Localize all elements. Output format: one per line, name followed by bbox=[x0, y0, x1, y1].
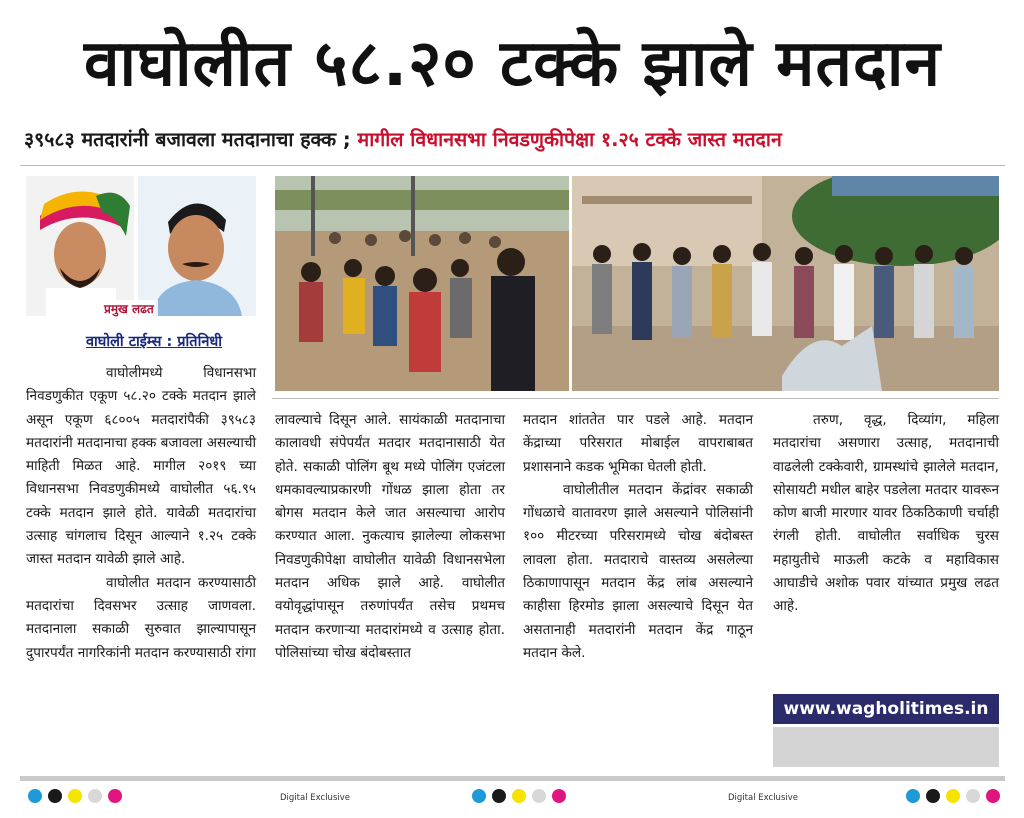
bottom-bar bbox=[20, 776, 1005, 781]
color-registration-dots-left bbox=[28, 789, 122, 805]
yellow-dot bbox=[946, 789, 960, 803]
article-column-1 bbox=[26, 362, 256, 665]
article-column-3 bbox=[523, 409, 753, 665]
article-paragraph: वाघोलीमध्ये विधानसभा निवडणुकीत एकूण ५८.२० टक्के मतदान झाले असून एकूण ६८००५ मतदारांपैकी ३९५८३ मतदारांनी मतदानाचा हक्क बजावला असल्याची माहिती मिळत आहे. मागील २०१९ च्या विधानसभा निवडणुकीमध्ये वाघोलीत ५६.९५ टक्के मतदान झाले होते. यावेळी मतदारांचा उत्साह चांगलाच दिसून आल्याने १.२५ टक्के जास्त मतदान यावेळी झाले आहे. bbox=[26, 365, 256, 568]
cyan-dot bbox=[472, 789, 486, 803]
article-column-2 bbox=[275, 409, 505, 665]
digital-exclusive-label-2: Digital Exclusive bbox=[728, 793, 798, 803]
cyan-dot bbox=[906, 789, 920, 803]
subhead-part-2: मागील विधानसभा निवडणुकीपेक्षा १.२५ टक्के जास्त मतदान bbox=[357, 128, 782, 151]
article-paragraph: लावल्याचे दिसून आले. सायंकाळी मतदानाचा कालावधी संपेपर्यंत मतदार मतदानासाठी येत होते. सकाळी पोलिंग बूथ मध्ये पोलिंग एजंटला धमकावल्याप्रकारणी गोंधळ झाला होता तर बोगस मतदान केले जात असल्याचा आरोप करण्यात आला. नुकत्याच झालेल्या लोकसभा निवडणुकीपेक्षा वाघोलीत यावेळी विधानसभेला मतदान अधिक झाले आहे. वाघोलीत वयोवृद्धांपासून तरुणांपर्यंत तसेच प्रथमच मतदान करणाऱ्या मतदारांमध्ये व उत्साह होता. पोलिसांच्या चोख बंदोबस्तात bbox=[275, 412, 505, 661]
headline: वाघोलीत ५८.२० टक्के झाले मतदान bbox=[83, 27, 942, 101]
black-dot bbox=[48, 789, 62, 803]
website-link[interactable]: www.wagholitimes.in bbox=[773, 694, 999, 724]
color-registration-dots-center bbox=[472, 789, 566, 805]
subheadline bbox=[24, 124, 1004, 156]
top-rule bbox=[20, 165, 1005, 166]
magenta-dot bbox=[552, 789, 566, 803]
photo-rule bbox=[272, 398, 999, 399]
grey-box bbox=[773, 727, 999, 767]
grey-dot bbox=[532, 789, 546, 803]
candidate-portrait-1 bbox=[26, 176, 134, 316]
polling-crowd-photo-1 bbox=[275, 176, 569, 391]
magenta-dot bbox=[108, 789, 122, 803]
article-column-4 bbox=[773, 409, 999, 619]
article-paragraph: तरुण, वृद्ध, दिव्यांग, महिला मतदारांचा असणारा उत्साह, मतदानाची वाढलेली टक्केवारी, ग्रामस्थांचे झालेले मतदान, सोसायटी मधील बाहेर पडलेला मतदार यावरून कोण बाजी मारणार यावर ठिकठिकाणी चर्चाही रंगली होती. वाघोलीत सर्वाधिक चुरस महायुतीचे माऊली कटके व महाविकास आघाडीचे अशोक पवार यांच्यात प्रमुख लढत आहे. bbox=[773, 412, 999, 615]
yellow-dot bbox=[512, 789, 526, 803]
color-registration-dots-right bbox=[906, 789, 1000, 805]
byline: वाघोली टाईम्स : प्रतिनिधी bbox=[85, 334, 223, 350]
black-dot bbox=[492, 789, 506, 803]
subhead-part-1: ३९५८३ मतदारांनी बजावला मतदानाचा हक्क ; bbox=[24, 128, 358, 151]
polling-crowd-photo-2 bbox=[572, 176, 999, 391]
grey-dot bbox=[966, 789, 980, 803]
article-paragraph: वाघोलीत मतदान करण्यासाठी मतदारांचा दिवसभर उत्साह जाणवला. मतदानाला सकाळी सुरुवात झाल्यापासून दुपारपर्यंत नागरिकांनी मतदान करण्यासाठी रांगा bbox=[26, 574, 256, 661]
digital-exclusive-label-1: Digital Exclusive bbox=[280, 793, 350, 803]
candidate-portrait-2 bbox=[138, 176, 256, 316]
cyan-dot bbox=[28, 789, 42, 803]
yellow-dot bbox=[68, 789, 82, 803]
black-dot bbox=[926, 789, 940, 803]
photo-caption: प्रमुख लढत bbox=[100, 300, 158, 317]
article-paragraph: वाघोलीतील मतदान केंद्रांवर सकाळी गोंधळाचे वातावरण झाले असल्याने पोलिसांनी १०० मीटरच्या परिसरामध्ये चोख बंदोबस्त लावला होता. मतदाराचे वास्तव्य असलेल्या ठिकाणापासून मतदान केंद्र लांब असल्याने काहीसा हिरमोड झाला असल्याचे दिसून येत असतानाही मतदारांनी मतदान केंद्र गाठून मतदान केले. bbox=[523, 481, 753, 661]
magenta-dot bbox=[986, 789, 1000, 803]
article-paragraph: मतदान शांततेत पार पडले आहे. मतदान केंद्राच्या परिसरात मोबाईल वापराबाबत प्रशासनाने कडक भूमिका घेतली होती. bbox=[523, 412, 753, 475]
grey-dot bbox=[88, 789, 102, 803]
